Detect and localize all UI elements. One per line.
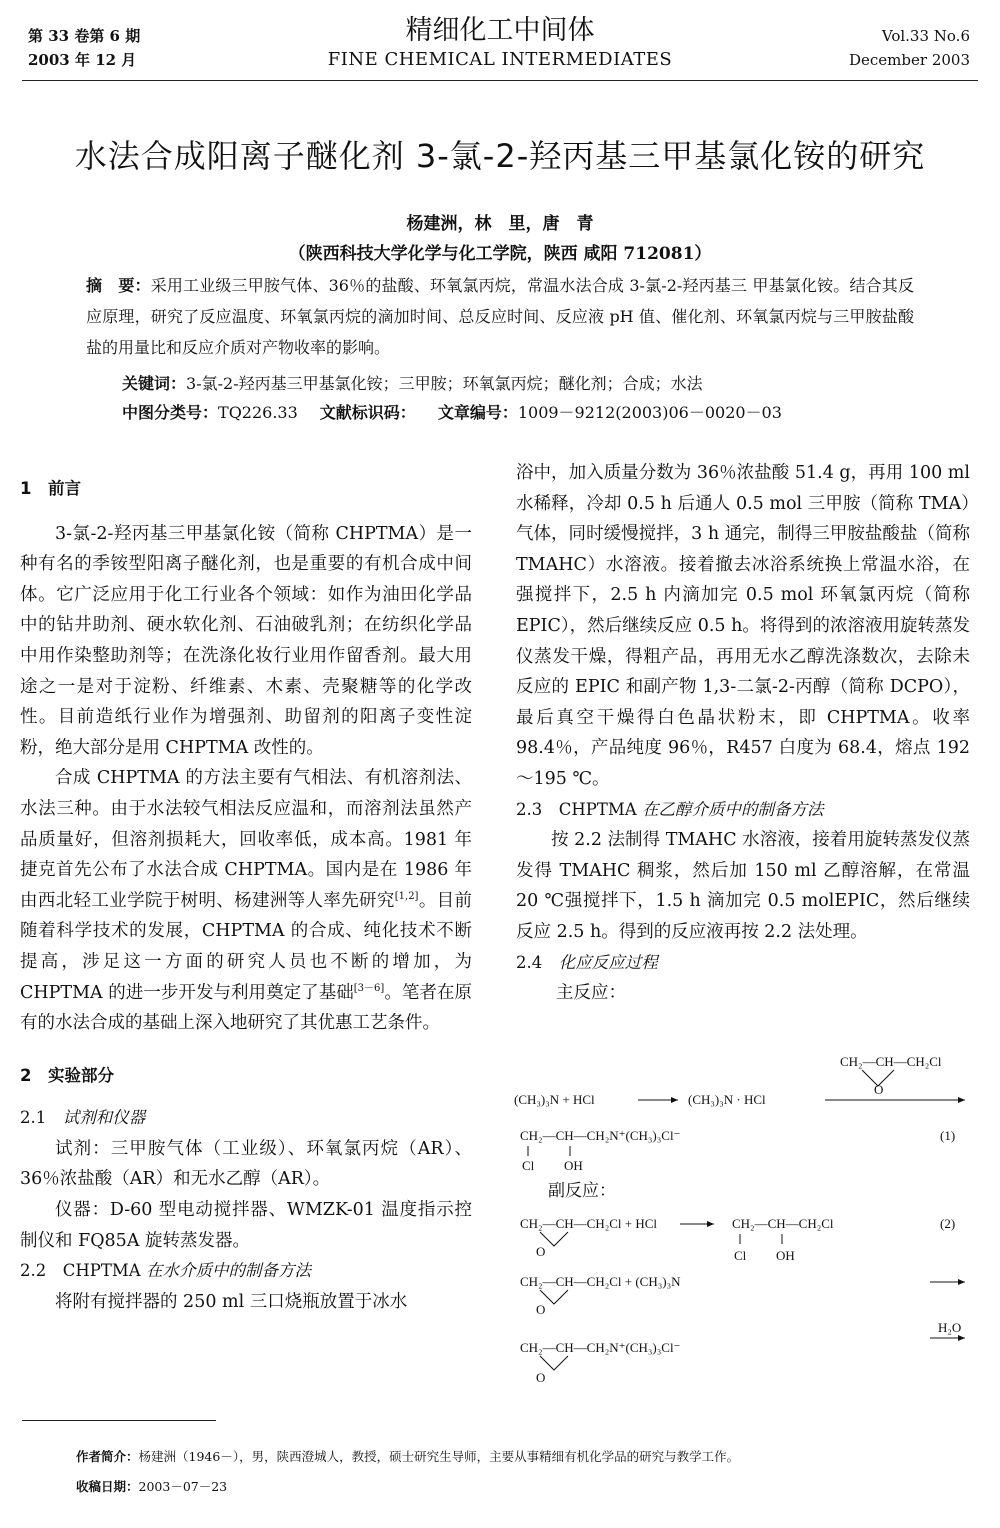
clc-code: TQ226.33 [218,403,298,422]
article-no: 1009－9212(2003)06－0020－03 [517,403,782,422]
issue-volume: 第 33 卷第 6 期 [28,27,141,45]
equation-number-2: (2) [940,1216,956,1231]
affiliation: （陕西科技大学化学与化工学院，陕西 咸阳 712081） [288,244,712,264]
reaction-4-arrow [958,1335,965,1341]
received-date [76,1476,976,1498]
reaction-2-reactants: CH₂—CH—CH₂Cl + HCl [520,1216,658,1231]
issue-date: 2003 年 12 月 [28,51,137,69]
footnote-divider [22,1420,216,1421]
equation-number-1: (1) [940,1128,956,1143]
reaction-scheme [510,1048,980,1388]
paragraph-intro: 3-氯-2-羟丙基三甲基氯化铵（简称 CHPTMA）是一种有名的季铵型阳离子醚化剂，也是重要的有机合成中间体。它广泛应用于化工行业各个领域：如作为油田化学品中的钻井助剂、硬水软化剂、石油破乳剂；在纺织化学品中用作染整助剂等；在洗涤化妆行业用作留香剂。最大用途之一是对于淀粉、纤维素、木素、壳聚糖等的化学改性。目前造纸行业作为增强剂、助留剂的阳离子变性淀粉，绝大部分是用 CHPTMA 改性的。 [20,523,472,758]
main-reaction-label: 主反应： [556,983,626,1004]
reaction-1-intermediate: (CH₃)₃N · HCl [688,1092,766,1107]
header-divider [22,80,978,81]
section-2-1-heading: 2.1 试剂和仪器 [20,1108,146,1128]
reaction-4-oxygen: O [536,1370,546,1385]
reaction-1-arrow-a [671,1097,678,1103]
reaction-3-oxygen: O [536,1302,546,1317]
abstract [86,270,914,363]
reaction-3-arrow [958,1279,965,1285]
reaction-2-product: CH₂—CH—CH₂Cl [732,1216,834,1231]
reaction-1-reactants: (CH₃)₃N + HCl [514,1092,595,1107]
section-2-2-heading: 2.2 CHPTMA 在水介质中的制备方法 [20,1261,311,1281]
reaction-2-oxygen: O [536,1244,546,1259]
reaction-2-product-oh: OH [776,1248,795,1263]
paragraph-water-prep-cont: 浴中，加入质量分数为 36％浓盐酸 51.4 g，再用 100 ml 水稀释，冷却 0.5 h 后通人 0.5 mol 三甲胺（简称 TMA）气体，同时缓慢搅拌，3 h 通完，制得三甲胺盐酸盐（简称 TMAHC）水溶液。接着撤去冰浴系统换上常温水浴，在强搅拌下，2.5 h 内滴加完 0.5 mol 环氧氯丙烷（简称 EPIC），然后继续反应 0.5 h。将得到的浓溶液用旋转蒸发仪蒸发干燥，得粗产品，再用无水乙醇洗涤数次，去除未反应的 EPIC 和副产物 1,3-二氯-2-丙醇（简称 DCPO），最后真空干燥得白色晶状粉末，即 CHPTMA。收率 98.4％，产品纯度 96％，R457 白度为 68.4，熔点 192～195 ℃。 [516,463,970,789]
abstract-text: 采用工业级三甲胺气体、36％的盐酸、环氧氯丙烷，常温水法合成 3-氯-2-羟丙基三 甲基氯化铵。结合其反应原理，研究了反应温度、环氧氯丙烷的滴加时间、总反应时间、反应液 pH 值、催化剂、环氧氯丙烷与三甲胺盐酸盐的用量比和反应介质对产物收率的影响。 [86,276,914,357]
paragraph-instruments: 仪器：D-60 型电动搅拌器、WMZK-01 温度指示控制仪和 FQ85A 旋转蒸发器。 [20,1200,472,1251]
paragraph-ethanol-prep: 按 2.2 法制得 TMAHC 水溶液，接着用旋转蒸发仪蒸发得 TMAHC 稠浆，然后加 150 ml 乙醇溶解，在常温 20 ℃强搅拌下，1.5 h 滴加完 0.5 molEPIC，然后继续反应 2.5 h。得到的反应液再按 2.2 法处理。 [516,830,970,942]
author-bio [76,1446,976,1468]
reaction-1-product-oh: OH [564,1158,583,1173]
reaction-1-product-cl: Cl [522,1158,535,1173]
issue-volume-en: Vol.33 No.6 [881,27,970,45]
received-date-label: 收稿日期： [76,1479,139,1494]
doc-code-label: 文献标识码： [319,403,416,422]
paragraph-methods-overview: 合成 CHPTMA 的方法主要有气相法、有机溶剂法、水法三种。由于水法较气相法反应温和，而溶剂法虽然产品质量好，但溶剂损耗大，回收率低，成本高。1981 年捷克首先公布了水法合成 CHPTMA。国内是在 1986 年由西北轻工业学院于树明、杨建洲等人率先研究[1,2]。目前随着科学技术的发展，CHPTMA 的合成、纯化技术不断提高，涉足这一方面的研究人员也不断的增加，为 CHPTMA 的进一步开发与利用奠定了基础[3－6]。笔者在原有的水法合成的基础上深入地研究了其优惠工艺条件。 [20,768,473,1034]
keywords-text: 3-氯-2-羟丙基三甲基氯化铵；三甲胺；环氧氯丙烷；醚化剂；合成；水法 [186,374,703,393]
right-column [516,458,970,1009]
reaction-1-arrow-b [958,1097,965,1103]
reaction-4-product: CH₂—CH—CH₂N⁺(CH₃)₃Cl⁻ [520,1340,681,1355]
clc-label: 中图分类号： [122,403,219,422]
paragraph-reagents: 试剂：三甲胺气体（工业级）、环氧氯丙烷（AR）、36％浓盐酸（AR）和无水乙醇（AR）。 [20,1138,472,1190]
section-2-3-heading: 2.3 CHPTMA 在乙醇介质中的制备方法 [516,799,824,819]
article-no-label: 文章编号： [437,403,518,422]
received-date-value: 2003－07－23 [138,1479,228,1494]
section-1-heading: 1 前言 [20,479,81,498]
side-reaction-label: 副反应： [548,1181,616,1201]
reaction-3-reactants: CH₂—CH—CH₂Cl + (CH₃)₃N [520,1274,681,1289]
authors: 杨建洲，林 里，唐 青 [406,214,594,234]
paper-title: 水法合成阳离子醚化剂 3-氯-2-羟丙基三甲基氯化铵的研究 [74,137,926,175]
keywords-label: 关键词： [122,374,187,393]
reaction-1-product: CH₂—CH—CH₂N⁺(CH₃)₃Cl⁻ [520,1128,681,1143]
classification-line [122,397,922,428]
section-2-4-heading: 2.4 化应反应过程 [516,952,658,972]
citation-1-2: [1,2] [394,890,419,902]
citation-3-6: [3－6] [353,982,385,994]
left-column [20,474,472,1317]
epic-reagent: CH₂—CH—CH₂Cl [840,1054,942,1069]
epic-reagent-oxygen: O [874,1082,884,1097]
author-bio-label: 作者简介： [76,1449,139,1464]
paragraph-water-prep-start: 将附有搅拌器的 250 ml 三口烧瓶放置于冰水 [55,1291,408,1312]
issue-info-en [849,24,970,72]
journal-name-cn: 精细化工中间体 [405,15,595,46]
issue-date-en: December 2003 [849,51,970,69]
reaction-2-product-cl: Cl [734,1248,747,1263]
reaction-2-arrow [707,1221,714,1227]
journal-name-en: FINE CHEMICAL INTERMEDIATES [327,49,673,70]
section-2-heading: 2 实验部分 [20,1065,114,1085]
reaction-4-water: H₂O [938,1320,962,1335]
author-bio-text: 杨建洲（1946－），男，陕西澄城人，教授，硕士研究生导师，主要从事精细有机化学品的研究与教学工作。 [138,1449,740,1464]
keywords [122,368,922,399]
abstract-label: 摘 要： [86,276,151,295]
